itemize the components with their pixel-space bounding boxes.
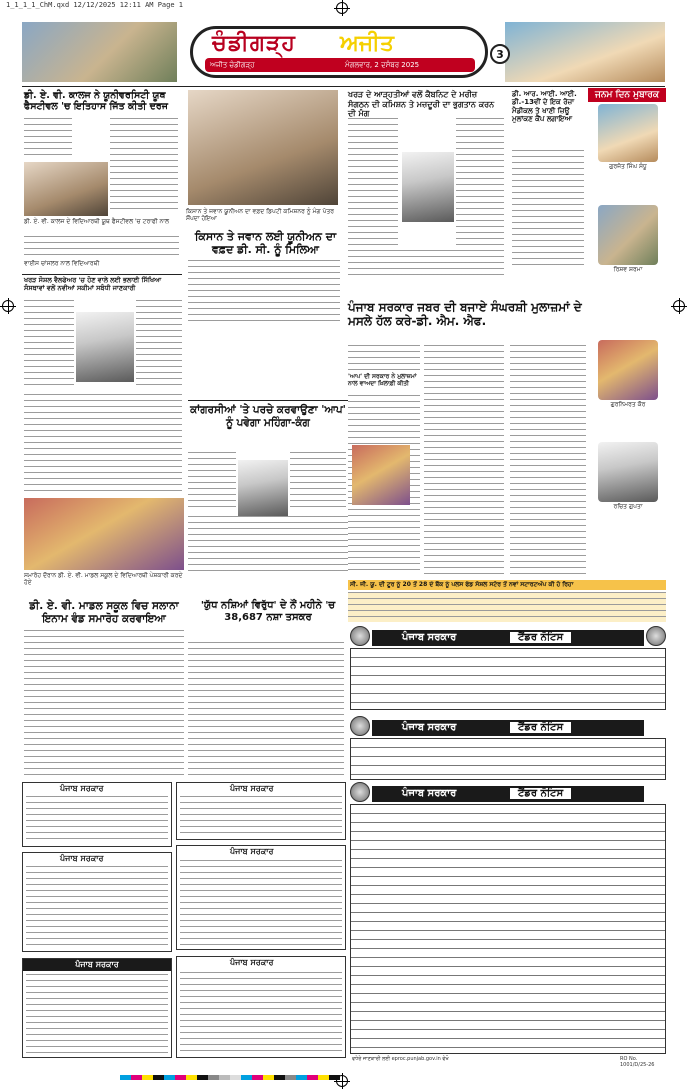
kharar-headline: ਖਰੜ ਦੇ ਆੜ੍ਹਤੀਆਂ ਵਲੋਂ ਕੈਬਨਿਟ ਦੇ ਮਰੀਜ਼ ਸੰਗਠਨ ਦੀ ਕਮਿਸ਼ਨ ਤੇ ਮਜ਼ਦੂਰੀ ਦਾ ਭੁਗਤਾਨ ਕਰਨ ਦੀ ਮੰਗ (348, 90, 495, 119)
notice1-header: ਪੰਜਾਬ ਸਰਕਾਰ (372, 630, 644, 646)
yudh-nashe-body (188, 642, 344, 775)
dav-college-headline: ਡੀ. ਏ. ਵੀ. ਕਾਲਜ ਨੇ ਯੂਨੀਵਰਸਿਟੀ ਯੂਥ ਫੈਸਟੀਵਲ 'ਚ ਇਤਿਹਾਸ ਜਿੱਤ ਕੀਤੀ ਦਰਜ (24, 90, 168, 113)
small-notice-3-title: ਪੰਜਾਬ ਸਰਕਾਰ (23, 959, 171, 971)
dmf-body-0 (348, 345, 420, 370)
notice1-emblem-right (646, 626, 666, 646)
kisan-caption: ਕਿਸਾਨ ਤੇ ਜਵਾਨ ਯੂਨੀਅਨ ਦਾ ਵਫ਼ਦ ਡਿਪਟੀ ਕਮਿਸ਼ਨਰ ਨੂੰ ਮੰਗ ਪੱਤਰ ਸੌਂਪਦਾ ਹੋਇਆ (186, 208, 335, 222)
kisan-body (188, 260, 340, 325)
dmf-headline: ਪੰਜਾਬ ਸਰਕਾਰ ਜਬਰ ਦੀ ਬਜਾਏ ਸੰਘਰਸ਼ੀ ਮੁਲਾਜ਼ਮਾਂ ਦੇ ਮਸਲੇ ਹੱਲ ਕਰੇ-ਡੀ. ਐਮ. ਐਫ. (348, 300, 582, 329)
kharar-body-1 (348, 118, 398, 248)
dav-college-body (24, 118, 72, 158)
cgc-headline: ਸੀ. ਜੀ. ਯੂ. ਦੀ ਟੂਰ ਨੂੰ 20 ਤੋਂ 28 ਦੇ ਬੈਂਕ ਨੂੰ ਪਲਸ ਫੰਡ ਸੋਸ਼ਲ ਸਟੋਰ ਤੋਂ ਨਵਾਂ ਸਟਾਰਟਅੱਪ ਕੀ ਹੋ ਰਿਹਾ (350, 581, 574, 588)
notice2-header: ਪੰਜਾਬ ਸਰਕਾਰ (372, 720, 644, 736)
small-notice-1-title: ਪੰਜਾਬ ਸਰਕਾਰ (60, 784, 104, 793)
col1-divider (22, 274, 182, 275)
dmf-body-3 (510, 345, 586, 575)
notice3-ro: RO No. 1001/D/25-26 (620, 1056, 655, 1068)
iit-body (512, 150, 584, 270)
small-notice-5-body (180, 860, 342, 946)
congress-body-3 (188, 516, 348, 574)
birthday-kid-4-photo (598, 442, 658, 502)
birthday-kid-2-photo (598, 205, 658, 265)
society-body-1 (24, 300, 74, 390)
notice2-emblem (350, 716, 370, 736)
dav-model-caption: ਸਮਾਰੋਹ ਦੌਰਾਨ ਡੀ. ਏ. ਵੀ. ਮਾਡਲ ਸਕੂਲ ਦੇ ਵਿਦਿਆਰਥੀ ਪੇਸ਼ਕਾਰੀ ਕਰਦੇ ਹੋਏ (24, 572, 183, 586)
kharar-body-3 (348, 250, 504, 275)
notice3-footer: ਵਧੇਰੇ ਜਾਣਕਾਰੀ ਲਈ eproc.punjab.gov.in ਵੇਖੋ (352, 1056, 449, 1062)
congress-body-2 (290, 452, 346, 512)
notice3-table (350, 804, 666, 1054)
small-notice-4-title: ਪੰਜਾਬ ਸਰਕਾਰ (230, 784, 274, 793)
iit-headline: ਡੀ. ਆਰ. ਆਈ. ਆਈ. ਡੀ.-13ਵੀਂ ਦੇ ਇਕ ਰੋਜ਼ਾ ਮੈਡੀਕਲ ਤੇ ਖਾਣੀ ਜ਼ਿਊ ਮੁਲਾਂਕਣ ਕੈਂਪ ਲਗਾਇਆ (512, 90, 577, 124)
dav-college-photo (24, 162, 108, 216)
kisan-headline: ਕਿਸਾਨ ਤੇ ਜਵਾਨ ਲਈ ਯੂਨੀਅਨ ਦਾ ਵਫ਼ਦ ਡੀ. ਸੀ. ਨੂੰ ਮਿਲਿਆ (194, 230, 337, 257)
birthday-kid-2-name: ਰਿਸ਼ਵ ਸ਼ਰਮਾ (613, 266, 643, 273)
masthead-date: ਮੰਗਲਵਾਰ, 2 ਦਸੰਬਰ 2025 (345, 61, 420, 69)
small-notice-6-body (180, 972, 342, 1054)
small-notice-6-title: ਪੰਜਾਬ ਸਰਕਾਰ (230, 958, 274, 967)
birthday-kid-1-photo (598, 104, 658, 162)
masthead-title-right: ਅਜੀਤ (340, 31, 394, 56)
notice1-emblem (350, 626, 370, 646)
registration-mark-top (336, 2, 348, 14)
masthead-tagline: ਅਜੀਤ ਚੰਡੀਗੜ੍ਹ (210, 61, 255, 69)
congress-headline: ਕਾਂਗਰਸੀਆਂ 'ਤੇ ਪਰਚੇ ਕਰਵਾਉਣਾ 'ਆਪ' ਨੂੰ ਪਵੇਗਾ ਮਹਿੰਗਾ-ਕੰਗ (190, 404, 346, 429)
masthead-left-photo (22, 22, 177, 82)
congress-divider (188, 400, 348, 401)
notice3-tender-tag: ਟੈਂਡਰ ਨੋਟਿਸ (510, 788, 571, 799)
masthead-title-left: ਚੰਡੀਗੜ੍ਹ (212, 31, 296, 56)
notice3-header: ਪੰਜਾਬ ਸਰਕਾਰ (372, 786, 644, 802)
small-notice-2-title: ਪੰਜਾਬ ਸਰਕਾਰ (60, 854, 104, 863)
masthead-divider (22, 86, 665, 87)
cgc-body (348, 592, 666, 622)
dmf-person-photo (352, 445, 410, 505)
birthday-kid-3-photo (598, 340, 658, 400)
dav-college-caption-2: ਵਾਈਸ ਚਾਂਸਲਰ ਨਾਲ ਵਿਦਿਆਰਥੀ (24, 260, 100, 267)
society-person-photo (76, 312, 134, 382)
dav-college-body-2 (110, 118, 178, 213)
small-notice-5-title: ਪੰਜਾਬ ਸਰਕਾਰ (230, 847, 274, 856)
small-notice-4-body (180, 796, 342, 836)
notice1-tender-tag: ਟੈਂਡਰ ਨੋਟਿਸ (510, 632, 571, 643)
print-info-strip: 1_1_1_1_ChM.qxd 12/12/2025 12:11 AM Page 1 (6, 1, 184, 9)
congress-body-1 (188, 452, 236, 512)
page-number: 3 (490, 44, 510, 64)
kharar-person-photo (402, 152, 454, 222)
small-notice-3-body (26, 974, 168, 1054)
notice3-emblem (350, 782, 370, 802)
birthday-kid-1-name: ਗੁਰਜੋਤ ਸਿੰਘ ਸੰਧੂ (609, 163, 647, 170)
kang-photo (238, 460, 288, 516)
birthday-header: ਜਨਮ ਦਿਨ ਮੁਬਾਰਕ (588, 88, 666, 102)
dmf-body-2 (424, 345, 504, 575)
masthead-right-photo (505, 22, 665, 82)
registration-mark-left (2, 300, 14, 312)
dmf-subhead: 'ਆਪ' ਦੀ ਸਰਕਾਰ ਨੇ ਮੁਲਾਜ਼ਮਾਂ ਨਾਲ ਵਾਅਦਾ ਖ਼ਿਲਾਫ਼ੀ ਕੀਤੀ (348, 373, 417, 387)
society-body-2 (136, 300, 182, 390)
dav-college-caption-1: ਡੀ. ਏ. ਵੀ. ਕਾਲਜ ਦੇ ਵਿਦਿਆਰਥੀ ਯੂਥ ਫੈਸਟੀਵਲ 'ਚ ਟਰਾਫੀ ਨਾਲ (24, 218, 170, 225)
society-body-3 (24, 394, 182, 494)
notice2-table (350, 738, 666, 780)
dav-model-body (24, 630, 184, 775)
kisan-delegation-photo (188, 90, 338, 205)
kharar-body-2 (456, 118, 504, 248)
notice2-tender-tag: ਟੈਂਡਰ ਨੋਟਿਸ (510, 722, 571, 733)
dav-college-body-3 (24, 236, 179, 258)
birthday-kid-4-name: ਰਚਿਤ ਗੁਪਤਾ (613, 503, 643, 510)
dav-model-headline: ਡੀ. ਏ. ਵੀ. ਮਾਡਲ ਸਕੂਲ ਵਿਚ ਸਲਾਨਾ ਇਨਾਮ ਵੰਡ ਸਮਾਰੋਹ ਕਰਵਾਇਆ (29, 600, 179, 625)
color-calibration-bar (120, 1065, 580, 1071)
society-headline: ਖਰੜ ਸੋਸ਼ਲ ਵੈਲਫੇਅਰ 'ਚ ਹੋਣ ਵਾਲੇ ਲਈ ਭਲਾਈ ਸਿੱਖਿਆ ਸੰਸਥਾਵਾਂ ਵਲੋਂ ਨਵੀਆਂ ਸਕੀਮਾਂ ਸਬੰਧੀ ਜਾਣਕਾਰੀ (24, 276, 162, 292)
registration-mark-right (673, 300, 685, 312)
small-notice-1-body (26, 796, 168, 844)
birthday-kid-3-name: ਗੁਰਨਿਮਰਤ ਕੌਰ (610, 401, 646, 408)
notice1-table (350, 648, 666, 710)
small-notice-2-body (26, 866, 168, 948)
dav-model-photo (24, 498, 184, 570)
yudh-nashe-headline: 'ਯੁੱਧ ਨਸ਼ਿਆਂ ਵਿਰੁੱਧ' ਦੇ ਨੌਂ ਮਹੀਨੇ 'ਚ 38,687 ਨਸ਼ਾ ਤਸਕਰ (200, 600, 336, 623)
